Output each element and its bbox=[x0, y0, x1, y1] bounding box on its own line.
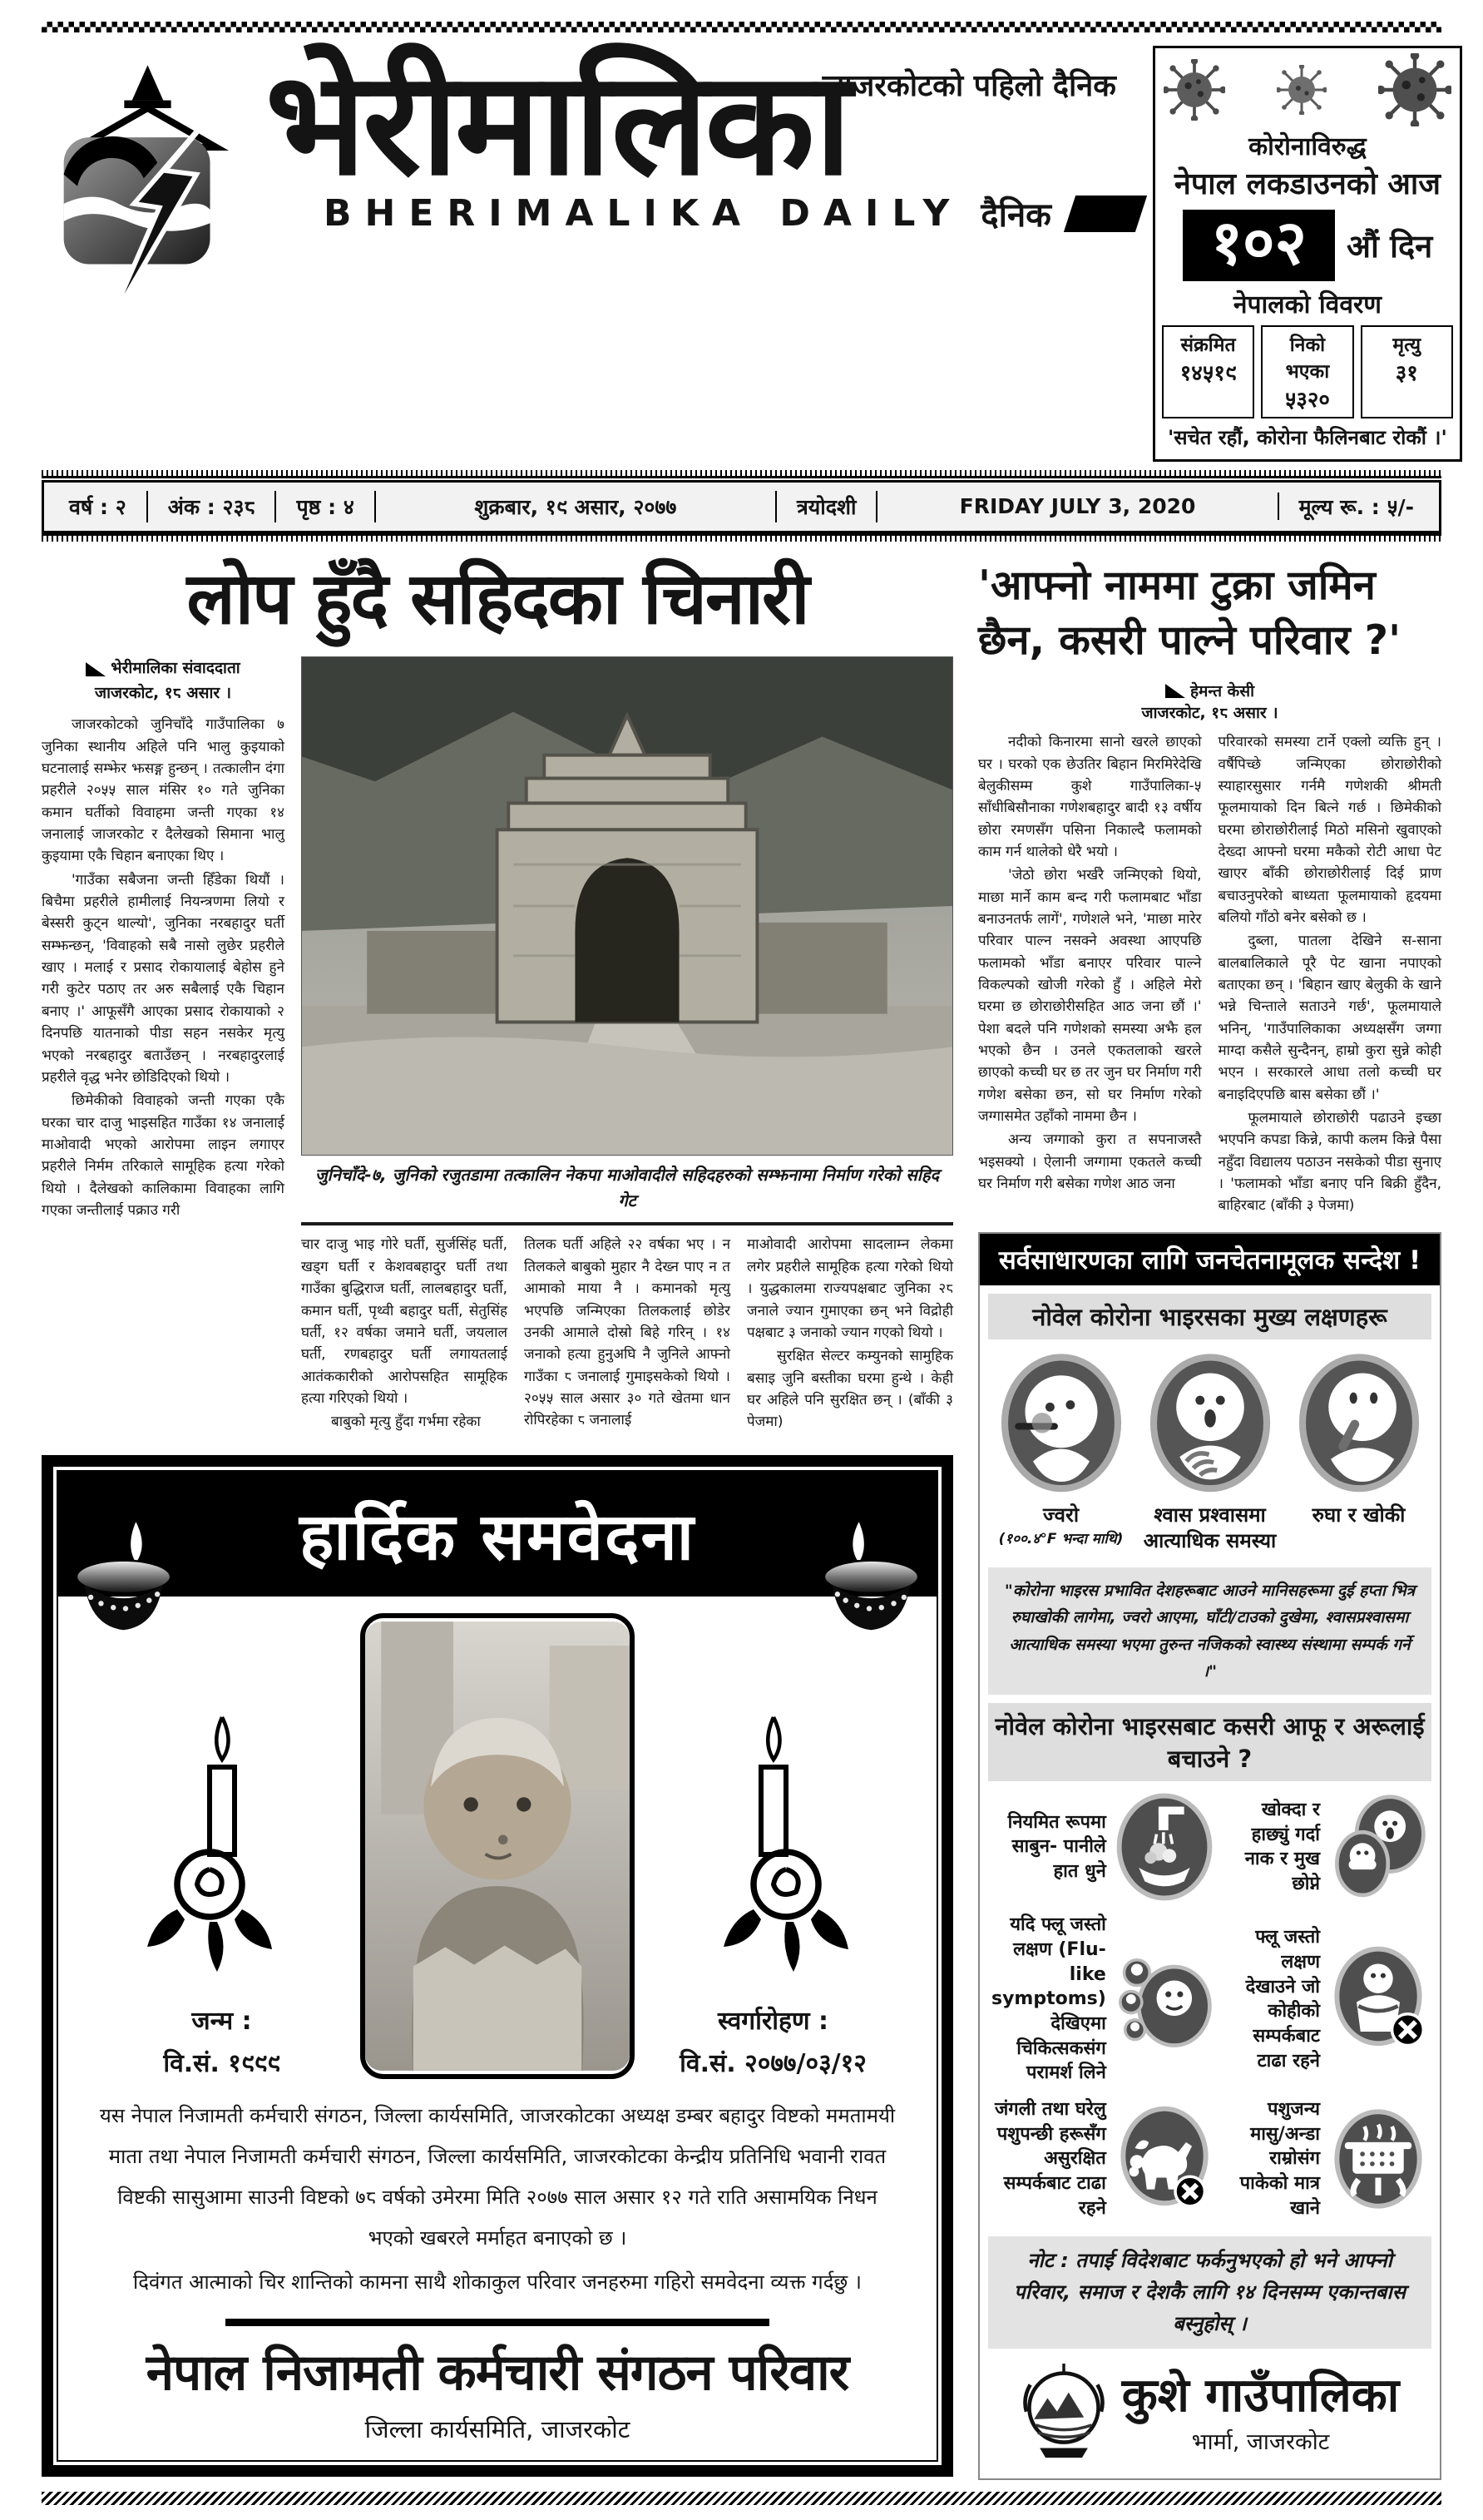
deceased-portrait-photo bbox=[360, 1613, 635, 2079]
newspaper-subtitle-np: दैनिक bbox=[981, 196, 1051, 235]
secondary-byline bbox=[978, 680, 1441, 723]
article-paragraph: दुब्ला, पातला देखिने स-साना बालबालिकाले पूरै पेट खाना नपाएको बताएका छन् । 'बिहान खाए बेलुकी के खाने भन्ने चिन्ताले सताउने गर्छ', फूलमायाले भनिन्, 'गाउँपालिकाका अध्यक्षसँग जग्गा माग्दा कसैले सुन्दैनन्, हाम्रो कुरा सुन्ने कोही भएन । सरकारले आधा तलो कच्ची घर बनाइदिएपछि बास बसेका छौं ।' bbox=[1218, 933, 1441, 1103]
secondary-article-columns bbox=[978, 731, 1441, 1219]
condolence-right-side bbox=[635, 1710, 912, 2079]
symptom-label: श्वास प्रश्वासमा आत्याधिक समस्या bbox=[1143, 1503, 1277, 1552]
issue-pages: पृष्ठ : ४ bbox=[276, 491, 375, 522]
content-grid bbox=[42, 555, 1441, 2480]
tip-wash-hands bbox=[991, 1793, 1214, 1901]
condolence-ad bbox=[42, 1455, 953, 2477]
issue-info-bar bbox=[42, 480, 1441, 533]
condolence-body bbox=[58, 2079, 937, 2304]
newspaper-subtitle-en: BHERIMALIKA DAILY bbox=[324, 192, 963, 235]
symptom-label: रुघा र खोकी bbox=[1312, 1503, 1406, 1527]
condolence-header bbox=[58, 1472, 937, 1597]
stat-value: ५३२० bbox=[1284, 387, 1330, 413]
temple-lightning-logo-icon bbox=[50, 57, 245, 340]
lockdown-day-suffix: औं दिन bbox=[1347, 227, 1433, 265]
tip-consult-doctor bbox=[991, 1913, 1214, 2086]
condolence-paragraph: दिवंगत आत्माको चिर शान्तिको कामना साथै शोकाकुल परिवार जनहरुमा गहिरो समवेदना व्यक्त गर्दछु । bbox=[133, 2270, 862, 2295]
lockdown-day-number: १०२ bbox=[1183, 210, 1335, 281]
byline-marker-icon bbox=[86, 662, 106, 676]
tip-cooked-food bbox=[1229, 2097, 1428, 2220]
secondary-headline: 'आफ्नो नाममा टुक्रा जमिन छैन, कसरी पाल्ने परिवार ?' bbox=[978, 561, 1401, 665]
tip-text: फ्लू जस्तो लक्षण देखाउने जो कोहीको सम्पर्कबाट टाढा रहने bbox=[1245, 1927, 1320, 2072]
issue-tithi: त्रयोदशी bbox=[777, 491, 878, 522]
virus-icon bbox=[1378, 53, 1451, 126]
symptom-label: ज्वरो bbox=[1042, 1503, 1080, 1527]
main-photo-block bbox=[301, 656, 953, 1225]
doctor-consult-icon bbox=[1115, 1945, 1214, 2053]
condolence-organization: नेपाल निजामती कर्मचारी संगठन परिवार bbox=[146, 2343, 849, 2402]
covid-detail-title: नेपालको विवरण bbox=[1233, 290, 1382, 319]
article-paragraph: अन्य जग्गाको कुरा त सपनाजस्तै भइसक्यो । ऐलानी जग्गामा एकतले कच्ची घर निर्माण गरी बसेका गणेश आठ जना bbox=[978, 1131, 1202, 1193]
public-awareness-box bbox=[978, 1232, 1441, 2480]
tip-text: पशुजन्य मासु/अन्डा राम्रोसंग पाकेको मात्र खाने bbox=[1239, 2099, 1320, 2219]
issue-price: मूल्य रू. : ५/- bbox=[1298, 494, 1414, 519]
article-paragraph: माओवादी आरोपमा सादलाम्न लेकमा लगेर प्रहरीले सामूहिक हत्या गरेको थियो । युद्धकालमा राज्यपक्षबाट जुनिका २८ जनाले ज्यान गुमाएका छन् भने विद्रोही पक्षबाट ३ जनाको ज्यान गएको थियो । bbox=[747, 1236, 953, 1341]
avoid-contact-icon bbox=[1328, 1945, 1428, 2053]
article-column bbox=[978, 731, 1202, 1219]
shahid-gate-photo bbox=[301, 656, 953, 1156]
main-article-bottom-columns bbox=[301, 1234, 953, 1434]
symptom-note: (१००.४°F भन्दा माथि) bbox=[998, 1530, 1124, 1547]
covid-box-kicker: कोरोनाविरुद्ध bbox=[1248, 132, 1367, 161]
candle-rose-icon bbox=[135, 1710, 309, 1984]
main-article-byline bbox=[42, 656, 284, 706]
municipality-address: भार्मा, जाजरकोट bbox=[1191, 2429, 1330, 2455]
article-column bbox=[747, 1234, 953, 1434]
ruler-border-bottom bbox=[42, 533, 1441, 542]
masthead-title-area bbox=[265, 40, 1141, 462]
birth-value: वि.सं. १९९९ bbox=[163, 2048, 280, 2078]
stat-label: मृत्यु bbox=[1392, 334, 1421, 356]
stat-infected bbox=[1162, 325, 1254, 418]
article-column bbox=[301, 1234, 507, 1434]
tip-avoid-contact bbox=[1229, 1913, 1428, 2086]
condolence-divider bbox=[225, 2319, 770, 2326]
article-column bbox=[524, 1234, 730, 1434]
diamond-border bbox=[42, 22, 1441, 32]
byline-dateline: जाजरकोट, १८ असार । bbox=[94, 683, 232, 702]
left-column bbox=[42, 555, 953, 2480]
byline-marker-icon bbox=[1165, 684, 1185, 698]
article-paragraph: छिमेकीको विवाहको जन्ती गएका एकै घरका चार दाजु भाइसहित गाउँका १४ जनालाई माओवादी भएको आरोपमा लाइन लगाएर प्रहरीले निर्मम तरिकाले सामूहिक हत्या गरेको थियो । दैलेखको कालिकामा विवाहका लागि गएका जन्तीलाई पक्राउ गरी bbox=[42, 1092, 284, 1219]
birth-label: जन्म : bbox=[191, 2006, 252, 2036]
covid-stats-row bbox=[1162, 325, 1453, 418]
virus-icon bbox=[1277, 65, 1327, 115]
virus-icons-row bbox=[1162, 53, 1453, 126]
article-column bbox=[1219, 731, 1442, 1219]
bottom-hatch-border bbox=[42, 2492, 1441, 2505]
awareness-note: नोट : तपाई विदेशबाट फर्कनुभएको हो भने आफ्नो परिवार, समाज र देशकै लागि १४ दिनसम्म एकान्तबास बस्नुहोस् । bbox=[988, 2236, 1431, 2349]
symptom-fever bbox=[991, 1353, 1130, 1547]
byline-reporter: हेमन्त केसी bbox=[1189, 682, 1255, 701]
condolence-paragraph: यस नेपाल निजामती कर्मचारी संगठन, जिल्ला कार्यसमिति, जाजरकोटका अध्यक्ष डम्बर बहादुर विष्टको ममतामयी माता तथा नेपाल निजामती कर्मचारी संगठन, जिल्ला कार्यसमिति, जाजरकोटका केन्द्रीय प्रतिनिधि भवानी रावत विष्टकी सासुआमा साउनी विष्टको ७८ वर्षको उमेरमा मिति २०७७ साल असार १२ गते राति असामयिक निधन भएको खबरले मर्माहत बनाएको छ । bbox=[99, 2103, 896, 2250]
oil-lamp-icon bbox=[63, 1513, 188, 1646]
article-paragraph: फूलमायाले छोराछोरी पढाउने इच्छा भएपनि कपडा किन्ने, कापी कलम किन्ने पैसा नहुँदा विद्यालय पठाउन नसकेको पीडा सुनाए । 'फलामको भाँडा बनाए पनि बिक्री हुँदैन, बाहिरबाट (बाँकी ३ पेजमा) bbox=[1218, 1110, 1441, 1215]
issue-year: वर्ष : २ bbox=[49, 491, 148, 522]
photo-caption: जुनिचाँदे-७, जुनिको रजुतडामा तत्कालिन नेकपा माओवादीले सहिदहरुको सम्झनामा निर्माण गरेको सहिद गेट bbox=[301, 1156, 953, 1225]
condolence-organization-sub: जिल्ला कार्यसमिति, जाजरकोट bbox=[364, 2414, 630, 2443]
handwash-icon bbox=[1115, 1793, 1214, 1901]
municipality-logo bbox=[1021, 2364, 1107, 2463]
article-paragraph: नदीको किनारमा सानो खरले छाएको घर । घरको एक छेउतिर बिहान मिरमिरेदेखि बेलुकीसम्म कुशे गाउँपालिका-५ साँधीबिसौनाका गणेशबहादुर बादी १३ वर्षीय छोरा रमणसँग पसिना निकाल्दै फलामको काम गर्न थालेको धेरै भयो । bbox=[978, 734, 1202, 860]
article-paragraph: परिवारको समस्या टार्ने एक्लो व्यक्ति हुन् । वर्षैपिच्छे जन्मिएका छोराछोरीको स्याहारसुसार गर्नमै गणेशकी श्रीमती फूलमायाको दिन बित्ने गर्छ । छिमेकीको घरमा छोराछोरीलाई मिठो मसिनो खुवाएको देख्दा आफ्नो घरमा मकैको रोटी आधा पेट खाएर बाँकी छोराछोरीलाई दिई प्राण बचाउनुपरेको बाध्यता फूलमायाको हृदयमा बलियो गाँठो बनेर बसेको छ । bbox=[1218, 734, 1441, 926]
article-paragraph: 'जेठो छोरा भर्खरै जन्मिएको थियो, माछा मार्ने काम बन्द गरी फलामबाट भाँडा बनाउनतर्फ लागें', गणेशले भने, 'माछा मारेर परिवार पाल्न नसक्ने अवस्था आएपछि फलामको भाँडा बनाएर परिवार पाल्ने विकल्पको खोजी गरेको हुँ । अहिले मेरो घरमा छ छोराछोरीसहित आठ जना छौं ।' पेशा बदले पनि गणेशको समस्या अझै हल भएको छैन । उनले एकतलाको खरले छाएको कच्ची घर छ तर जुन घर निर्माण गरी गणेश बसेका छन, सो घर निर्माण गरेको जग्गासमेत उहाँको नाममा छैन । bbox=[978, 867, 1202, 1125]
cold-cough-face-icon bbox=[1297, 1353, 1421, 1494]
prevention-title: नोवेल कोरोना भाइरसबाट कसरी आफू र अरूलाई बचाउने ? bbox=[988, 1703, 1431, 1781]
masthead bbox=[42, 40, 1447, 470]
tip-text: नियमित रूपमा साबुन- पानीले हात धुने bbox=[1007, 1811, 1106, 1883]
death-value: वि.सं. २०७७/०३/१२ bbox=[680, 2048, 867, 2078]
awareness-advisory: "कोरोना भाइरस प्रभावित देशहरूबाट आउने मानिसहरूमा दुई हप्ता भित्र रुघाखोकी लागेमा, ज्वरो आएमा, घाँटी/टाउको दुखेमा, श्वासप्रश्वासमा आत्याधिक समस्या भएमा तुरुन्त नजिकको स्वास्थ्य संस्थामा सम्पर्क गर्ने ।" bbox=[988, 1567, 1431, 1695]
ruler-border-top bbox=[42, 470, 1441, 478]
article-paragraph: बाबुको मृत्यु हुँदा गर्भमा रहेका bbox=[331, 1413, 481, 1431]
condolence-title: हार्दिक समवेदना bbox=[299, 1499, 695, 1575]
candle-rose-icon bbox=[686, 1710, 861, 1984]
main-article-left-column bbox=[42, 656, 284, 1434]
article-paragraph: 'गाउँका सबैजना जन्ती हिँडेका थियौं । बिचैमा प्रहरीले हामीलाई नियन्त्रणमा लियो र बेस्सरी कुट्न थाल्यो', जुनिका नरबहादुर घर्ती सम्झन्छन्, 'विवाहको सबै नासो लुछेर प्रहरीले खाए । मलाई र प्रसाद रोकायालाई बेहोस हुने गरी कुटेर पठाए तर अरु सबैलाई एकै चिहान बनाए ।' आफूसँगै आएका प्रसाद रोकायाको २ दिनपछि यातनाको पीडा सहन नसकेर मृत्यु भएको नरबहादुर बताउँछन् । नरबहादुरलाई प्रहरीले वृद्ध भनेर छोडिदिएको थियो । bbox=[42, 871, 284, 1086]
condolence-left-side bbox=[83, 1710, 360, 2079]
article-paragraph: जाजरकोटको जुनिचाँदे गाउँपालिका ७ जुनिका स्थानीय अहिले पनि भालु कुइयाको घटनालाई सम्झेर झसङ्ग हुन्छन् । तत्कालीन दंगा प्रहरीले २०५५ साल मंसिर १० गते जुनिका कमान घर्तीको विवाहमा जन्ती गएका १४ जनालाई जाजरकोट र दैलेखको सिमाना भालु कुइयामा एकै चिहान बनाएका थिए । bbox=[42, 716, 284, 865]
stat-label: निको भएका bbox=[1285, 334, 1330, 383]
municipality-block bbox=[980, 2352, 1440, 2478]
oil-lamp-icon bbox=[807, 1513, 932, 1646]
awareness-header: सर्वसाधारणका लागि जनचेतनामूलक सन्देश ! bbox=[980, 1234, 1440, 1285]
masthead-tagline: जाजरकोटको पहिलो दैनिक bbox=[822, 69, 1116, 103]
stat-value: ३१ bbox=[1395, 360, 1418, 386]
tip-avoid-animals bbox=[991, 2097, 1214, 2220]
article-paragraph: चार दाजु भाइ गोरे घर्ती, सुर्जसिंह घर्ती, खड्ग घर्ती र केशवबहादुर घर्ती तथा गाउँका बुद्धिराज घर्ती, लालबहादुर घर्ती, कमान घर्ती, पृथ्वी बहादुर घर्ती, सेतुसिंह घर्ती, १२ वर्षका जमाने घर्ती, जयलाल घर्ती, रणबहादुर घर्ती लगायतलाई आतंककारीको आरोपसहित सामूहिक हत्या गरिएको थियो । bbox=[301, 1236, 507, 1407]
issue-date-en: FRIDAY JULY 3, 2020 bbox=[877, 493, 1278, 520]
symptom-cough bbox=[1289, 1353, 1427, 1528]
condolence-middle bbox=[58, 1605, 937, 2079]
covid-quote: 'सचेत रहौं, कोरोना फैलिनबाट रोकौं ।' bbox=[1167, 425, 1447, 449]
right-column bbox=[978, 555, 1441, 2480]
issue-date-np: शुक्रबार, १९ असार, २०७७ bbox=[376, 491, 777, 522]
covid-box-title: नेपाल लकडाउनको आज bbox=[1174, 167, 1441, 201]
article-paragraph: सुरक्षित सेल्टर कम्युनको सामुहिक बसाइ जुनि बस्तीका घरमा हुन्थे । केही घर अहिले पनि सुरक्षित छन् । (बाँकी ३ पेजमा) bbox=[747, 1348, 953, 1431]
stat-deaths bbox=[1361, 325, 1453, 418]
newspaper-logo bbox=[42, 46, 254, 462]
stat-value: १४५१९ bbox=[1179, 360, 1237, 386]
municipality-name: कुशे गाउँपालिका bbox=[1121, 2369, 1400, 2423]
death-label: स्वर्गारोहण : bbox=[717, 2006, 829, 2036]
symptoms-row bbox=[980, 1339, 1440, 1562]
issue-number: अंक : २३८ bbox=[148, 491, 277, 522]
tip-text: खोक्दा र हाछ्युं गर्दा नाक र मुख छोप्ने bbox=[1244, 1799, 1320, 1894]
symptom-breathing bbox=[1140, 1353, 1278, 1554]
tip-text: यदि फ्लू जस्तो लक्षण (Flu-like symptoms) देखिएमा चिकित्सकसंग परामर्श लिने bbox=[991, 1914, 1106, 2084]
tip-cover-mouth bbox=[1229, 1793, 1428, 1901]
symptoms-title: नोवेल कोरोना भाइरसका मुख्य लक्षणहरू bbox=[988, 1294, 1431, 1339]
virus-icon bbox=[1164, 59, 1225, 121]
condolence-inner bbox=[57, 1470, 938, 2462]
byline-reporter: भेरीमालिका संवाददाता bbox=[111, 659, 240, 678]
cover-mouth-icon bbox=[1328, 1793, 1428, 1901]
breathing-difficulty-face-icon bbox=[1148, 1353, 1273, 1494]
cooked-food-icon bbox=[1328, 2105, 1428, 2213]
prevention-tips-grid bbox=[980, 1781, 1440, 2232]
article-paragraph: तिलक घर्ती अहिले २२ वर्षका भए । न तिलकले बाबुको मुहार नै देख्न पाए न त आमाको माया नै । कमानको मृत्यु भएपछि जन्मिएका तिलकलाई छोडेर उनकी आमाले दोस्रो बिहे गरिन् । १४ जनाको हत्या हुनुअघि नै जुनिले आफ्नो गाउँका ८ जनालाई गुमाइसकेको थियो । २०५५ साल असार ३० गते खेतमा धान रोपिरहेका ८ जनालाई bbox=[524, 1236, 730, 1429]
lockdown-day-row bbox=[1162, 207, 1453, 281]
masthead-subtitle-row bbox=[265, 191, 1141, 236]
subtitle-slab-decoration bbox=[1064, 196, 1147, 232]
footer-space bbox=[42, 2505, 1441, 2520]
tip-text: जंगली तथा घरेलु पशुपन्छी हरूसँग असुरक्षित सम्पर्कबाट टाढा रहने bbox=[994, 2099, 1106, 2219]
stat-label: संक्रमित bbox=[1180, 334, 1236, 356]
main-article-body bbox=[42, 656, 953, 1434]
newspaper-title: भेरीमालिका bbox=[265, 40, 849, 207]
stat-recovered bbox=[1261, 325, 1353, 418]
main-headline: लोप हुँदै सहिदका चिनारी bbox=[186, 557, 808, 641]
avoid-animals-icon bbox=[1115, 2105, 1214, 2213]
byline-dateline: जाजरकोट, १८ असार । bbox=[1141, 704, 1278, 723]
covid-lockdown-box bbox=[1153, 46, 1462, 462]
fever-face-icon bbox=[999, 1353, 1124, 1494]
